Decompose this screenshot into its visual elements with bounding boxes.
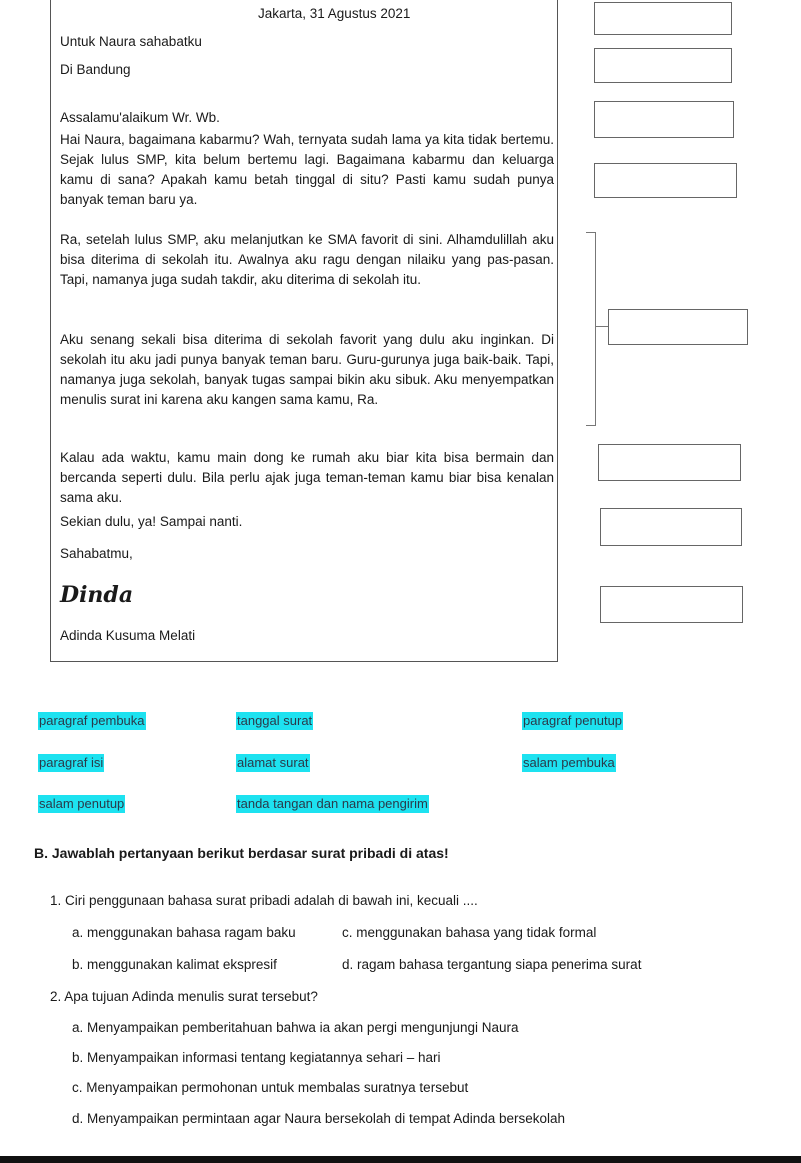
letter-date: Jakarta, 31 Agustus 2021	[258, 6, 411, 21]
q1-option-c[interactable]: c. menggunakan bahasa yang tidak formal	[342, 925, 597, 940]
letter-paragraph-body-1: Ra, setelah lulus SMP, aku melanjutkan ke SMA favorit di sini. Alhamdulillah aku bisa diterima di sekolah itu. Awalnya aku ragu dengan nilaiku yang pas-pasan. Tapi, namanya juga sudah takdir, aku diterima di sekolah itu.	[60, 232, 554, 287]
q1-option-b[interactable]: b. menggunakan kalimat ekspresif	[72, 957, 277, 972]
answer-box-address[interactable]	[594, 48, 732, 83]
chip-paragraf-isi[interactable]: paragraf isi	[39, 755, 104, 770]
answer-box-date[interactable]	[594, 2, 732, 35]
answer-box-closing-salutation[interactable]	[600, 508, 742, 546]
letter-sender-name: Adinda Kusuma Melati	[60, 628, 196, 643]
bracket-connector	[596, 326, 608, 327]
chip-salam-pembuka[interactable]: salam pembuka	[523, 755, 615, 770]
q2-option-c[interactable]: c. Menyampaikan permohonan untuk membalas suratnya tersebut	[72, 1080, 469, 1095]
letter-paragraph-opening: Hai Naura, bagaimana kabarmu? Wah, ternyata sudah lama ya kita tidak bertemu. Sejak lulus SMP, kita belum bertemu lagi. Bagaimana kabarmu dan keluarga kamu di sana? Apakah kamu betah tinggal di situ? Pasti kamu sudah punya banyak teman baru ya.	[60, 132, 554, 207]
letter-recipient-city: Di Bandung	[60, 62, 131, 77]
chip-alamat-surat[interactable]: alamat surat	[237, 755, 309, 770]
chip-paragraf-penutup[interactable]: paragraf penutup	[523, 713, 623, 728]
answer-box-closing-paragraph[interactable]	[598, 444, 741, 481]
letter-greeting: Assalamu'alaikum Wr. Wb.	[60, 110, 220, 125]
letter-closing-salutation: Sahabatmu,	[60, 546, 133, 561]
q2-option-b[interactable]: b. Menyampaikan informasi tentang kegiatannya sehari – hari	[72, 1050, 441, 1065]
letter-paragraph-closing: Kalau ada waktu, kamu main dong ke rumah aku biar kita bisa bermain dan bercanda seperti dulu. Bila perlu ajak juga teman-teman kamu biar bisa kenalan sama aku.	[60, 450, 554, 505]
chip-tanda-tangan[interactable]: tanda tangan dan nama pengirim	[237, 796, 428, 811]
chip-salam-penutup[interactable]: salam penutup	[39, 796, 125, 811]
answer-box-body-paragraph[interactable]	[608, 309, 748, 345]
chip-paragraf-pembuka[interactable]: paragraf pembuka	[39, 713, 145, 728]
letter-recipient-name: Untuk Naura sahabatku	[60, 34, 202, 49]
answer-box-greeting[interactable]	[594, 101, 734, 138]
letter-signature: Dinda	[60, 582, 134, 608]
bottom-edge-bar	[0, 1156, 801, 1163]
letter-paragraph-body-2: Aku senang sekali bisa diterima di sekolah favorit yang dulu aku inginkan. Di sekolah itu aku jadi punya banyak teman baru. Guru-gurunya juga baik-baik. Tapi, namanya juga sekolah, banyak tugas sampai bikin aku sibuk. Aku menyempatkan menulis surat ini karena aku kangen sama kamu, Ra.	[60, 332, 554, 407]
q2-option-d[interactable]: d. Menyampaikan permintaan agar Naura bersekolah di tempat Adinda bersekolah	[72, 1111, 566, 1126]
answer-box-opening-paragraph[interactable]	[594, 163, 737, 198]
section-b-heading: B. Jawablah pertanyaan berikut berdasar surat pribadi di atas!	[34, 845, 449, 861]
question-1: 1. Ciri penggunaan bahasa surat pribadi adalah di bawah ini, kecuali ....	[50, 893, 478, 908]
question-2: 2. Apa tujuan Adinda menulis surat tersebut?	[50, 989, 318, 1004]
q1-option-a[interactable]: a. menggunakan bahasa ragam baku	[72, 925, 296, 940]
letter-closing: Sekian dulu, ya! Sampai nanti.	[60, 514, 243, 529]
chip-tanggal-surat[interactable]: tanggal surat	[237, 713, 313, 728]
q2-option-a[interactable]: a. Menyampaikan pemberitahuan bahwa ia akan pergi mengunjungi Naura	[72, 1020, 519, 1035]
q1-option-d[interactable]: d. ragam bahasa tergantung siapa penerima surat	[342, 957, 642, 972]
body-paragraph-bracket	[586, 232, 596, 426]
answer-box-signature[interactable]	[600, 586, 743, 623]
